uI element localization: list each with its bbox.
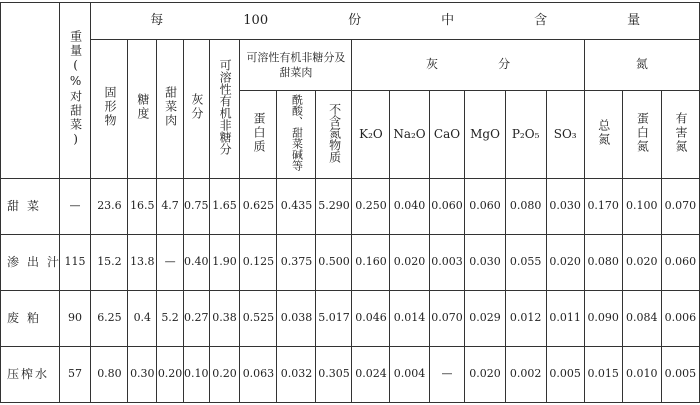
so3-header: SO₃ bbox=[546, 91, 584, 179]
cell: 0.160 bbox=[352, 235, 390, 291]
composition-table bbox=[0, 2, 700, 403]
cell: 0.012 bbox=[505, 291, 546, 347]
cell: 16.5 bbox=[128, 179, 157, 235]
cell: 5.290 bbox=[316, 179, 352, 235]
nitrogen-group: 氮 bbox=[584, 40, 699, 91]
cell: 0.005 bbox=[546, 347, 584, 403]
cell: 0.170 bbox=[584, 179, 622, 235]
cell: 0.010 bbox=[622, 347, 661, 403]
cell: 13.8 bbox=[128, 235, 157, 291]
row-label: 渗出汁 bbox=[1, 235, 60, 291]
cell: 0.525 bbox=[240, 291, 277, 347]
cell: 0.030 bbox=[546, 179, 584, 235]
cell: 0.011 bbox=[546, 291, 584, 347]
ash-group: 灰 分 bbox=[352, 40, 584, 91]
cell: — bbox=[59, 179, 91, 235]
cell: 0.625 bbox=[240, 179, 277, 235]
cell: 0.029 bbox=[465, 291, 505, 347]
cell: — bbox=[429, 347, 465, 403]
cell: 0.38 bbox=[209, 291, 240, 347]
cell: 6.25 bbox=[91, 291, 128, 347]
cell: 0.020 bbox=[622, 235, 661, 291]
weight-header: 重量(%对甜菜) bbox=[59, 3, 91, 179]
cell: 0.060 bbox=[465, 179, 505, 235]
cell: 15.2 bbox=[91, 235, 128, 291]
cell: 90 bbox=[59, 291, 91, 347]
cell: 0.032 bbox=[277, 347, 316, 403]
group-title: 每 100 份 中 含 量 bbox=[91, 3, 700, 40]
table-row bbox=[1, 291, 700, 347]
cell: 0.020 bbox=[390, 235, 429, 291]
p2o5-header: P₂O₅ bbox=[505, 91, 546, 179]
cell: 5.2 bbox=[157, 291, 184, 347]
cell: 0.80 bbox=[91, 347, 128, 403]
cell: 0.055 bbox=[505, 235, 546, 291]
solids-header: 固形物 bbox=[91, 40, 128, 179]
cell: 5.017 bbox=[316, 291, 352, 347]
cell: 0.046 bbox=[352, 291, 390, 347]
soluble-header: 可溶性有机非糖分 bbox=[209, 40, 240, 179]
harmful-n-header: 有害氮 bbox=[661, 91, 699, 179]
cell: 0.10 bbox=[183, 347, 209, 403]
cell: 57 bbox=[59, 347, 91, 403]
cell: 0.024 bbox=[352, 347, 390, 403]
cell: 0.500 bbox=[316, 235, 352, 291]
cell: 0.030 bbox=[465, 235, 505, 291]
cell: 0.4 bbox=[128, 291, 157, 347]
cell: 0.020 bbox=[465, 347, 505, 403]
total-n-header: 总氮 bbox=[584, 91, 622, 179]
row-label: 废粕 bbox=[1, 291, 60, 347]
cell: 0.015 bbox=[584, 347, 622, 403]
row-label: 压榨水 bbox=[1, 347, 60, 403]
cell: 0.003 bbox=[429, 235, 465, 291]
cell: 0.20 bbox=[209, 347, 240, 403]
cell: 0.090 bbox=[584, 291, 622, 347]
header-row-2 bbox=[1, 40, 700, 91]
soluble-pulp-group: 可溶性有机非糖分及甜菜肉 bbox=[240, 40, 352, 91]
cell: 0.040 bbox=[390, 179, 429, 235]
protein-n-header: 蛋白氮 bbox=[622, 91, 661, 179]
cell: 4.7 bbox=[157, 179, 184, 235]
cell: 0.002 bbox=[505, 347, 546, 403]
cell: 0.250 bbox=[352, 179, 390, 235]
cell: 0.084 bbox=[622, 291, 661, 347]
cell: 0.004 bbox=[390, 347, 429, 403]
ash-header: 灰分 bbox=[183, 40, 209, 179]
cell: 0.125 bbox=[240, 235, 277, 291]
cell: 1.90 bbox=[209, 235, 240, 291]
cell: 0.305 bbox=[316, 347, 352, 403]
header-row-1 bbox=[1, 3, 700, 40]
cell: 0.063 bbox=[240, 347, 277, 403]
cell: 1.65 bbox=[209, 179, 240, 235]
table-row bbox=[1, 179, 700, 235]
cell: 0.080 bbox=[584, 235, 622, 291]
cell: 0.20 bbox=[157, 347, 184, 403]
cell: 0.014 bbox=[390, 291, 429, 347]
cell: 0.40 bbox=[183, 235, 209, 291]
cell: 0.060 bbox=[661, 235, 699, 291]
pulp-header: 甜菜肉 bbox=[157, 40, 184, 179]
mgo-header: MgO bbox=[465, 91, 505, 179]
k2o-header: K₂O bbox=[352, 91, 390, 179]
cell: 0.75 bbox=[183, 179, 209, 235]
sugar-header: 糖度 bbox=[128, 40, 157, 179]
nonN-header: 不含氮物质 bbox=[316, 91, 352, 179]
row-label: 甜菜 bbox=[1, 179, 60, 235]
na2o-header: Na₂O bbox=[390, 91, 429, 179]
cell: 0.070 bbox=[429, 291, 465, 347]
protein-header: 蛋白质 bbox=[240, 91, 277, 179]
cell: 0.005 bbox=[661, 347, 699, 403]
cell: 0.020 bbox=[546, 235, 584, 291]
table-row bbox=[1, 347, 700, 403]
cell: 0.100 bbox=[622, 179, 661, 235]
cell: 0.006 bbox=[661, 291, 699, 347]
cell: 0.070 bbox=[661, 179, 699, 235]
cell: 0.060 bbox=[429, 179, 465, 235]
cell: 0.435 bbox=[277, 179, 316, 235]
cell: 0.27 bbox=[183, 291, 209, 347]
cell: 0.080 bbox=[505, 179, 546, 235]
cell: 115 bbox=[59, 235, 91, 291]
cell: 0.30 bbox=[128, 347, 157, 403]
table-row bbox=[1, 235, 700, 291]
cell: — bbox=[157, 235, 184, 291]
cell: 23.6 bbox=[91, 179, 128, 235]
corner-cell bbox=[1, 3, 60, 179]
cao-header: CaO bbox=[429, 91, 465, 179]
acids-header: 酰酸、甜菜碱等 bbox=[277, 91, 316, 179]
cell: 0.038 bbox=[277, 291, 316, 347]
cell: 0.375 bbox=[277, 235, 316, 291]
